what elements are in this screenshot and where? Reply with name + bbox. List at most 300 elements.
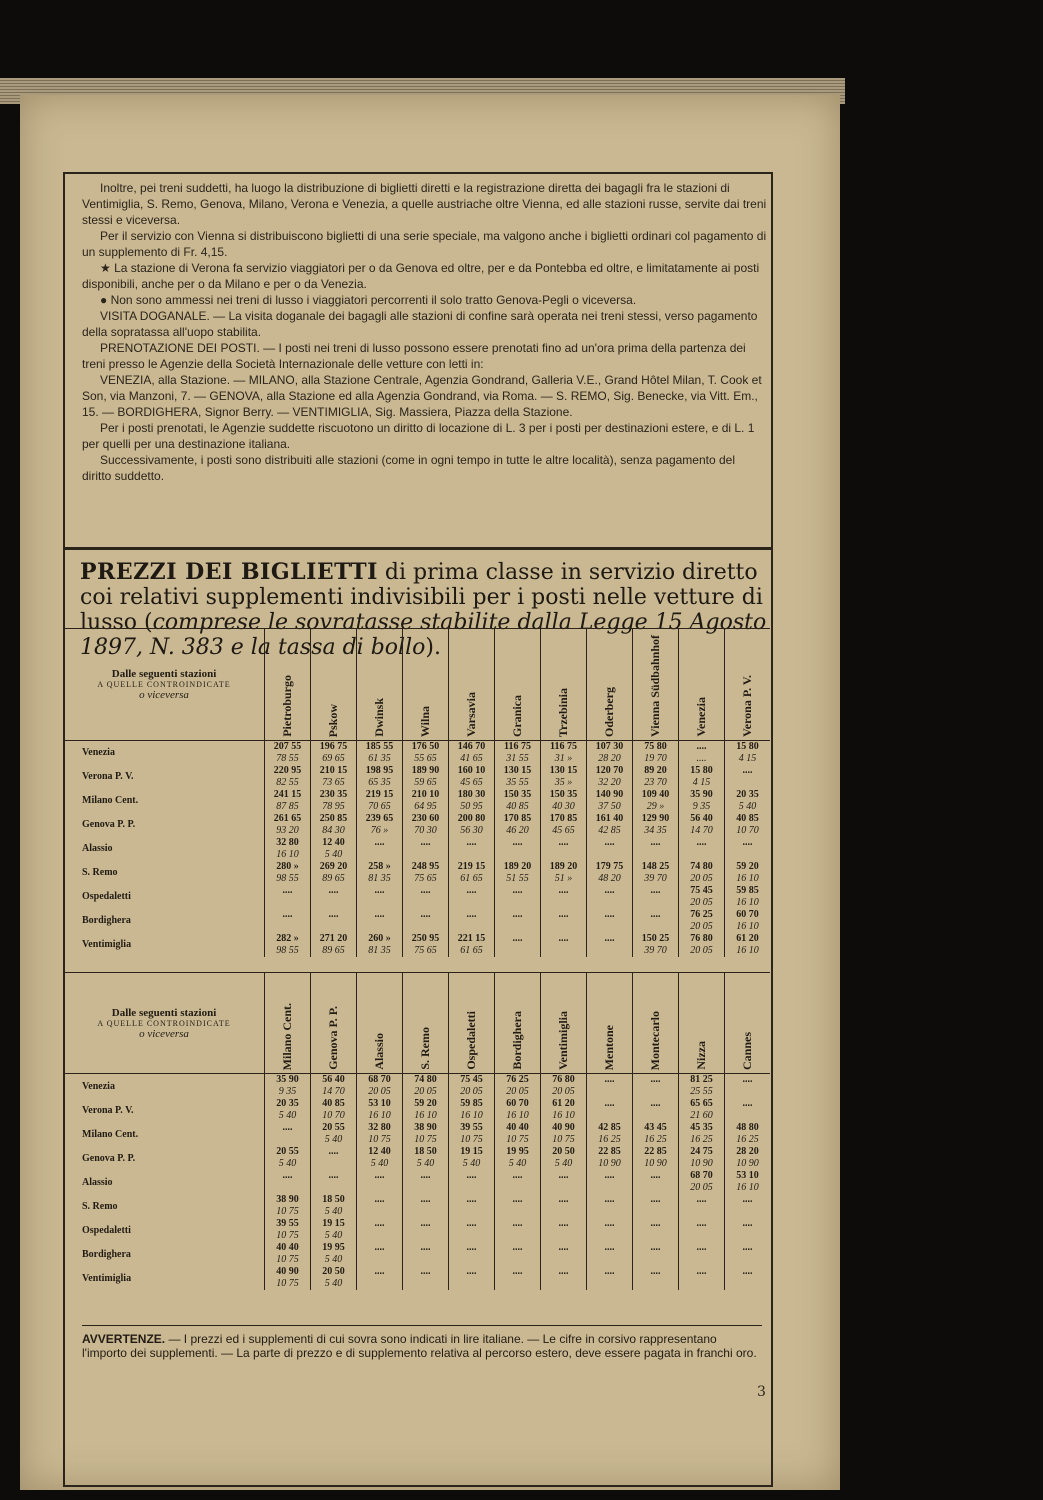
price-value: .... (512, 932, 523, 944)
price-value: 129 90 (641, 812, 670, 824)
column-header-label: Genova P. P. (326, 1006, 340, 1070)
price-cell (311, 1146, 357, 1170)
supplement-value: 20 05 (690, 920, 713, 932)
price-cell (633, 1242, 679, 1266)
supplement-value: 5 40 (324, 1278, 343, 1289)
price-value: .... (558, 836, 569, 848)
supplement-value: 10 75 (276, 1206, 299, 1217)
price-value: .... (604, 908, 615, 920)
price-cell (311, 1098, 357, 1122)
price-cell (679, 861, 725, 885)
column-header (495, 973, 541, 1074)
column-header (679, 629, 725, 741)
price-cell (541, 1122, 587, 1146)
price-cell (357, 909, 403, 933)
price-value: 20 50 (322, 1266, 345, 1277)
price-cell (679, 1242, 725, 1266)
price-value: .... (604, 1194, 615, 1205)
price-cell (587, 861, 633, 885)
price-value: 170 85 (549, 812, 578, 824)
price-cell (357, 1074, 403, 1099)
price-cell (449, 861, 495, 885)
price-cell (541, 1194, 587, 1218)
price-cell (679, 1146, 725, 1170)
price-cell (725, 813, 771, 837)
price-cell (403, 1122, 449, 1146)
price-value: .... (742, 1098, 753, 1109)
price-cell (725, 1146, 771, 1170)
supplement-value: 45 65 (552, 824, 575, 836)
price-cell (265, 1146, 311, 1170)
price-value: .... (742, 1266, 753, 1277)
price-cell (495, 1242, 541, 1266)
price-cell (357, 837, 403, 861)
supplement-value: 35 55 (506, 776, 529, 788)
station-name: Genova P. P. (82, 819, 136, 831)
price-cell (311, 740, 357, 765)
price-value: .... (604, 1242, 615, 1253)
price-value: .... (374, 1242, 385, 1253)
price-cell (633, 1122, 679, 1146)
price-value: .... (558, 1194, 569, 1205)
price-value: 76 80 (552, 1074, 575, 1085)
price-cell (495, 909, 541, 933)
supplement-value: 39 70 (644, 872, 667, 884)
supplement-value: 61 65 (460, 872, 483, 884)
table-row (64, 885, 770, 909)
column-header (725, 629, 771, 741)
price-cell (265, 933, 311, 957)
column-header (725, 973, 771, 1074)
price-cell (495, 789, 541, 813)
supplement-value: 16 25 (598, 1134, 621, 1145)
supplement-value: 73 65 (322, 776, 345, 788)
price-cell (495, 885, 541, 909)
column-header-label: Alassio (372, 1033, 386, 1070)
price-value: 250 95 (411, 932, 440, 944)
supplement-value: 32 20 (598, 776, 621, 788)
supplement-value: 65 35 (368, 776, 391, 788)
price-cell (449, 909, 495, 933)
price-value: 189 20 (549, 860, 578, 872)
supplement-value: 20 05 (460, 1086, 483, 1097)
price-value: .... (558, 1242, 569, 1253)
price-value: .... (374, 1170, 385, 1181)
table-row (64, 1242, 770, 1266)
column-header (403, 629, 449, 741)
price-cell (679, 1074, 725, 1099)
price-cell (587, 765, 633, 789)
price-cell (495, 740, 541, 765)
price-value: 19 95 (322, 1242, 345, 1253)
price-value: 176 50 (411, 740, 440, 752)
price-value: 40 40 (276, 1242, 299, 1253)
price-value: 22 85 (644, 1146, 667, 1157)
supplement-value: 5 40 (324, 1254, 343, 1265)
price-value: .... (558, 932, 569, 944)
price-cell (357, 1170, 403, 1194)
supplement-value: 14 70 (690, 824, 713, 836)
price-value: 248 95 (411, 860, 440, 872)
supplement-value: 5 40 (554, 1158, 573, 1169)
supplement-value: 5 40 (324, 1230, 343, 1241)
price-value: 200 80 (457, 812, 486, 824)
supplement-value: 5 40 (738, 800, 757, 812)
supplement-value: 75 65 (414, 872, 437, 884)
price-cell (265, 1218, 311, 1242)
supplement-value: 42 85 (598, 824, 621, 836)
supplement-value: 69 65 (322, 752, 345, 764)
price-value: .... (558, 1218, 569, 1229)
price-value: .... (282, 908, 293, 920)
price-value: 59 85 (460, 1098, 483, 1109)
price-cell (403, 1146, 449, 1170)
supplement-value: 16 25 (644, 1134, 667, 1145)
supplement-value: 70 30 (414, 824, 437, 836)
supplement-value: 16 10 (414, 1110, 437, 1121)
price-cell (311, 1170, 357, 1194)
price-cell (587, 1122, 633, 1146)
supplement-value: 37 50 (598, 800, 621, 812)
price-value: .... (742, 1194, 753, 1205)
column-header (587, 973, 633, 1074)
supplement-value: 10 70 (736, 824, 759, 836)
table-row (64, 861, 770, 885)
price-value: 140 90 (595, 788, 624, 800)
column-header (357, 973, 403, 1074)
price-value: .... (512, 1266, 523, 1277)
price-value: 76 25 (506, 1074, 529, 1085)
price-value: .... (696, 836, 707, 848)
supplement-value: 25 55 (690, 1086, 713, 1097)
intro-p3: ★ La stazione di Verona fa servizio viaggiatori per o da Genova ed oltre, per e da Pontebba ed oltre, e limitatamente ai posti disponibili, anche per o da Milano e per o da Venezia. (82, 261, 760, 291)
price-cell (357, 789, 403, 813)
supplement-value: 10 75 (276, 1278, 299, 1289)
price-cell (357, 933, 403, 957)
column-header-label: Mentone (602, 1024, 616, 1070)
supplement-value: 98 55 (276, 944, 299, 956)
price-value: 75 45 (460, 1074, 483, 1085)
prices-title-rest: di prima classe in servizio diretto coi relativi supplementi indivisibili per i posti nelle vetture di lusso ( (80, 560, 763, 635)
price-cell (541, 1266, 587, 1290)
price-value: .... (328, 884, 339, 896)
price-cell (357, 861, 403, 885)
station-name: Ospedaletti (82, 1224, 131, 1236)
price-value: .... (650, 1218, 661, 1229)
price-cell (449, 1122, 495, 1146)
price-value: 40 85 (736, 812, 759, 824)
price-value: 282 » (276, 932, 299, 944)
price-cell (633, 1218, 679, 1242)
table-row (64, 740, 770, 765)
price-value: .... (282, 1170, 293, 1181)
station-name: Verona P. V. (82, 1104, 134, 1116)
price-value: .... (696, 1218, 707, 1229)
intro-p8: Per i posti prenotati, le Agenzie suddette riscuotono un diritto di locazione di L. 3 per i posti per destinazioni estere, e di L. 1 per quelli per una destinazione italiana. (82, 421, 755, 451)
price-cell (633, 740, 679, 765)
price-cell (633, 813, 679, 837)
price-cell (725, 1266, 771, 1290)
column-header-label: Venezia (694, 697, 708, 737)
supplement-value: 5 40 (324, 1134, 343, 1145)
price-cell (725, 1218, 771, 1242)
station-name: Alassio (82, 843, 113, 855)
price-value: .... (512, 1194, 523, 1205)
station-name: Milano Cent. (82, 795, 139, 807)
price-value: .... (604, 1098, 615, 1109)
price-cell (725, 765, 771, 789)
price-cell (633, 789, 679, 813)
price-value: 120 70 (595, 764, 624, 776)
price-cell (311, 1122, 357, 1146)
price-value: .... (512, 1242, 523, 1253)
price-value: .... (558, 1266, 569, 1277)
price-cell (265, 837, 311, 861)
station-name: Bordighera (82, 915, 131, 927)
price-cell (265, 1170, 311, 1194)
station-name: S. Remo (82, 1200, 118, 1212)
price-cell (265, 740, 311, 765)
column-header (311, 973, 357, 1074)
table-label-l3: o viceversa (139, 1027, 189, 1040)
station-name: Milano Cent. (82, 1128, 139, 1140)
supplement-value: 16 25 (736, 1134, 759, 1145)
price-cell (679, 1170, 725, 1194)
price-value: 42 85 (598, 1122, 621, 1133)
price-value: .... (650, 884, 661, 896)
price-cell (403, 885, 449, 909)
prices-title-end: ). (425, 635, 441, 660)
column-header (403, 973, 449, 1074)
price-cell (403, 861, 449, 885)
supplement-value: 20 05 (690, 872, 713, 884)
price-cell (495, 861, 541, 885)
price-cell (679, 933, 725, 957)
table-row (64, 1122, 770, 1146)
price-value: 28 20 (736, 1146, 759, 1157)
table-row (64, 1146, 770, 1170)
station-name: Venezia (82, 747, 115, 759)
column-header (265, 973, 311, 1074)
price-value: 15 80 (736, 740, 759, 752)
price-value: .... (420, 884, 431, 896)
price-cell (265, 1194, 311, 1218)
column-header (495, 629, 541, 741)
column-header (311, 629, 357, 741)
price-cell (357, 813, 403, 837)
price-value: .... (742, 1074, 753, 1085)
price-value: 150 35 (503, 788, 532, 800)
price-value: 148 25 (641, 860, 670, 872)
table-row (64, 1074, 770, 1099)
price-cell (403, 1242, 449, 1266)
price-cell (311, 1074, 357, 1099)
price-cell (449, 1218, 495, 1242)
supplement-value: 40 85 (506, 800, 529, 812)
price-cell (311, 909, 357, 933)
price-value: 76 25 (690, 908, 713, 920)
price-cell (725, 1074, 771, 1099)
price-cell (357, 765, 403, 789)
price-value: .... (466, 1242, 477, 1253)
price-cell (495, 1170, 541, 1194)
price-value: .... (742, 764, 753, 776)
price-value: 59 20 (736, 860, 759, 872)
supplement-value: 5 40 (416, 1158, 435, 1169)
supplement-value: 70 65 (368, 800, 391, 812)
station-name: Bordighera (82, 1248, 131, 1260)
price-cell (403, 740, 449, 765)
price-cell (311, 789, 357, 813)
column-header-label: Trzebinia (556, 687, 570, 737)
table-label-l2: A QUELLE CONTROINDICATE (97, 679, 231, 689)
price-cell (495, 1122, 541, 1146)
price-cell (265, 861, 311, 885)
supplement-value: 82 55 (276, 776, 299, 788)
price-value: .... (696, 1266, 707, 1277)
price-value: 39 55 (460, 1122, 483, 1133)
supplement-value: 10 90 (644, 1158, 667, 1169)
price-value: .... (512, 1170, 523, 1181)
price-value: .... (742, 836, 753, 848)
supplement-value: 16 10 (736, 944, 759, 956)
price-value: 53 10 (368, 1098, 391, 1109)
price-value: .... (512, 836, 523, 848)
column-header-label: Vienna Südbahnhof (648, 635, 662, 737)
price-cell (495, 837, 541, 861)
price-cell (449, 837, 495, 861)
price-value: 146 70 (457, 740, 486, 752)
supplement-value: 89 65 (322, 872, 345, 884)
price-cell (725, 933, 771, 957)
price-cell (679, 740, 725, 765)
price-value: .... (282, 884, 293, 896)
price-cell (403, 1194, 449, 1218)
price-value: 220 95 (273, 764, 302, 776)
price-cell (311, 1218, 357, 1242)
supplement-value: 16 10 (736, 1182, 759, 1193)
price-cell (449, 740, 495, 765)
price-cell (495, 1218, 541, 1242)
price-value: 43 45 (644, 1122, 667, 1133)
price-cell (449, 1194, 495, 1218)
price-value: 59 85 (736, 884, 759, 896)
supplement-value: 16 25 (690, 1134, 713, 1145)
price-cell (403, 909, 449, 933)
price-cell (587, 740, 633, 765)
price-cell (265, 1266, 311, 1290)
price-cell (679, 909, 725, 933)
price-value: 20 35 (736, 788, 759, 800)
supplement-value: 5 40 (508, 1158, 527, 1169)
price-cell (587, 1098, 633, 1122)
supplement-value: 20 05 (690, 944, 713, 956)
price-cell (357, 1146, 403, 1170)
price-value: 68 70 (690, 1170, 713, 1181)
supplement-value: 10 70 (322, 1110, 345, 1121)
price-cell (403, 1074, 449, 1099)
supplement-value: 20 05 (368, 1086, 391, 1097)
price-value: 76 80 (690, 932, 713, 944)
price-value: 56 40 (322, 1074, 345, 1085)
supplement-value: 61 65 (460, 944, 483, 956)
price-value: .... (512, 884, 523, 896)
station-name: Ospedaletti (82, 891, 131, 903)
price-value: .... (282, 1122, 293, 1133)
price-value: .... (696, 1242, 707, 1253)
price-cell (357, 1266, 403, 1290)
supplement-value: 75 65 (414, 944, 437, 956)
table-label-l2: A QUELLE CONTROINDICATE (97, 1018, 231, 1028)
price-cell (311, 1242, 357, 1266)
price-cell (403, 1266, 449, 1290)
table-row (64, 1266, 770, 1290)
column-header (587, 629, 633, 741)
price-cell (403, 813, 449, 837)
price-value: 185 55 (365, 740, 394, 752)
price-cell (495, 765, 541, 789)
price-cell (357, 1098, 403, 1122)
supplement-value: 76 » (370, 824, 389, 836)
supplement-value: 10 75 (414, 1134, 437, 1145)
price-value: .... (466, 1194, 477, 1205)
column-header-label: Ventimiglia (556, 1011, 570, 1070)
supplement-value: 10 75 (368, 1134, 391, 1145)
supplement-value: 16 10 (276, 848, 299, 860)
price-value: 116 75 (504, 740, 531, 752)
price-value: .... (466, 1218, 477, 1229)
column-header-label: Ospedaletti (464, 1011, 478, 1070)
price-cell (679, 789, 725, 813)
column-header-label: Bordighera (510, 1011, 524, 1070)
price-value: .... (650, 908, 661, 920)
price-cell (633, 1266, 679, 1290)
price-cell (311, 765, 357, 789)
price-value: 258 » (368, 860, 391, 872)
price-value: 19 15 (322, 1218, 345, 1229)
price-cell (633, 909, 679, 933)
price-value: .... (374, 1194, 385, 1205)
price-value: 12 40 (322, 836, 345, 848)
supplement-value: 4 15 (692, 776, 711, 788)
column-header-label: Wilna (418, 705, 432, 737)
supplement-value: 16 10 (460, 1110, 483, 1121)
supplement-value: 93 20 (276, 824, 299, 836)
price-cell (403, 837, 449, 861)
price-cell (311, 837, 357, 861)
supplement-value: 5 40 (324, 1206, 343, 1217)
price-cell (633, 885, 679, 909)
price-value: .... (328, 1146, 339, 1157)
supplement-value: 16 10 (736, 872, 759, 884)
column-header (633, 973, 679, 1074)
supplement-value: 10 90 (736, 1158, 759, 1169)
price-cell (449, 1242, 495, 1266)
column-header-label: Milano Cent. (280, 1002, 294, 1070)
price-cell (541, 1098, 587, 1122)
price-cell (725, 909, 771, 933)
page-number: 3 (757, 1384, 766, 1400)
price-value: 20 50 (552, 1146, 575, 1157)
price-value: .... (420, 1266, 431, 1277)
price-cell (449, 765, 495, 789)
price-cell (587, 909, 633, 933)
supplement-value: 81 35 (368, 872, 391, 884)
price-value: 207 55 (273, 740, 302, 752)
supplement-value: 55 65 (414, 752, 437, 764)
price-value: 109 40 (641, 788, 670, 800)
price-value: 19 95 (506, 1146, 529, 1157)
